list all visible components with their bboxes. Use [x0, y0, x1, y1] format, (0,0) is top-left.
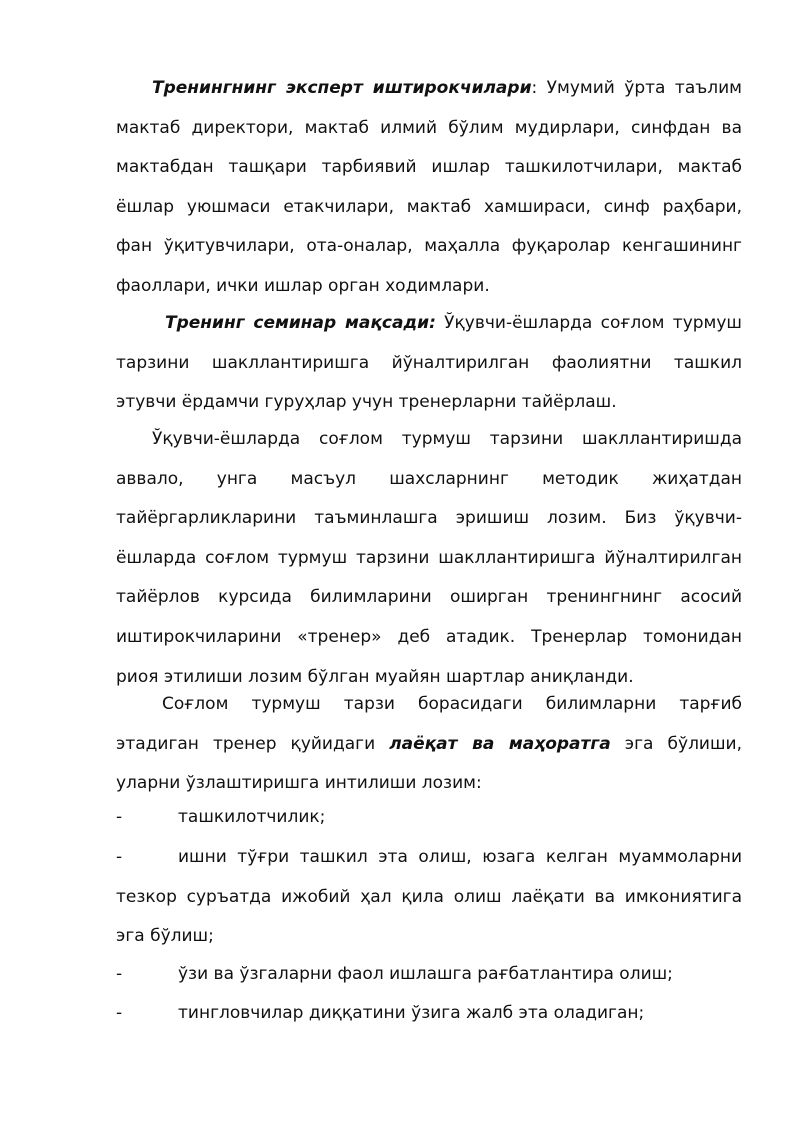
- paragraph-line: Ўқувчи-ёшларда соғлом турмуш тарзини шакллантиришда: [152, 429, 742, 449]
- paragraph-line: Соғлом турмуш тарзи борасидаги билимларни тарғиб: [162, 694, 742, 714]
- term-expert-participants: Тренингнинг эксперт иштирокчилари: [152, 78, 532, 98]
- paragraph-line: Тренинг семинар мақсади: Ўқувчи-ёшларда соғлом турмуш: [165, 313, 742, 333]
- paragraph-trainer-skills: [116, 685, 742, 804]
- list-item-line: эга бўлиш;: [116, 926, 214, 947]
- paragraph-line: мактабдан ташқари тарбиявий ишлар ташкилотчилари, мактаб: [116, 157, 742, 178]
- paragraph-line: риоя этилиши лозим бўлган муайян шартлар аниқланди.: [116, 666, 634, 687]
- paragraph-line: этувчи ёрдамчи гуруҳлар учун тренерларни тайёрлаш.: [116, 392, 617, 413]
- paragraph-seminar-goal: [116, 304, 742, 423]
- paragraph-expert-participants: [116, 69, 742, 307]
- list-item: ташкилотчилик;: [178, 807, 326, 827]
- paragraph-line: Тренингнинг эксперт иштирокчилари: Умумий ўрта таълим: [152, 78, 742, 98]
- paragraph-line: мактаб директори, мактаб илмий бўлим мудирлари, синфдан ва: [116, 117, 742, 138]
- paragraph-line: этадиган тренер қуйидаги лаёқат ва маҳоратга эга бўлиши,: [116, 733, 742, 754]
- list-marker: -: [116, 807, 123, 827]
- list-item-line: ишни тўғри ташкил эта олиш, юзага келган муаммоларни: [178, 847, 742, 867]
- list-item: ўзи ва ўзгаларни фаол ишлашга рағбатлантира олиш;: [178, 964, 673, 984]
- paragraph-line: тайёргарликларини таъминлашга эришиш лозим. Биз ўқувчи-: [116, 508, 742, 529]
- list-item-line: тезкор суръатда ижобий ҳал қила олиш лаёқати ва имкониятига: [116, 886, 742, 907]
- paragraph-trainer-definition: [116, 420, 742, 697]
- list-marker: -: [116, 964, 123, 984]
- list-marker: -: [116, 847, 123, 867]
- paragraph-line: ёшларда соғлом турмуш тарзини шакллантиришга йўналтирилган: [116, 547, 742, 568]
- list-item: тингловчилар диққатини ўзига жалб эта оладиган;: [178, 1003, 645, 1023]
- paragraph-line: фан ўқитувчилари, ота-оналар, маҳалла фуқаролар кенгашининг: [116, 236, 742, 257]
- paragraph-line: уларни ўзлаштиришга интилиши лозим:: [116, 773, 482, 794]
- paragraph-line: тарзини шакллантиришга йўналтирилган фаолиятни ташкил: [116, 352, 742, 373]
- list-marker: -: [116, 1003, 123, 1023]
- list-item: [116, 838, 742, 957]
- paragraph-line: аввало, унга масъул шахсларнинг методик жиҳатдан: [116, 468, 742, 489]
- paragraph-line: тайёрлов курсида билимларини оширган тренингнинг асосий: [116, 587, 742, 608]
- paragraph-line: ёшлар уюшмаси етакчилари, мактаб хамшираси, синф раҳбари,: [116, 196, 742, 217]
- paragraph-line: фаоллари, ички ишлар орган ходимлари.: [116, 275, 490, 296]
- term-seminar-goal: Тренинг семинар мақсади:: [165, 313, 436, 333]
- paragraph-line: иштирокчиларини «тренер» деб атадик. Тренерлар томонидан: [116, 626, 742, 647]
- term-ability-skill: лаёқат ва маҳоратга: [389, 733, 611, 754]
